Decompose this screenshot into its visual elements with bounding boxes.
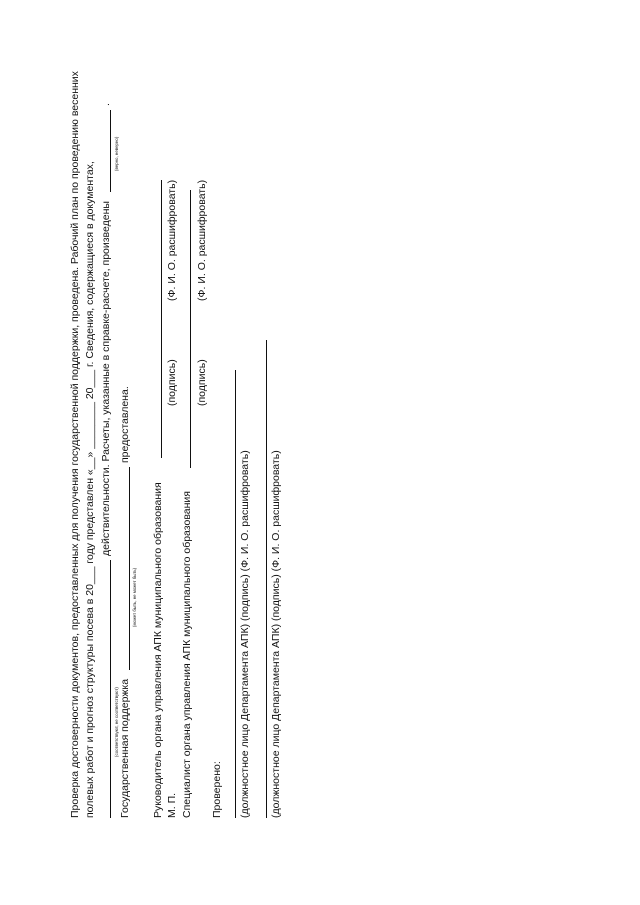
official-1-caption: (должностное лицо Департамента АПК) (подпись) (Ф. И. О. расшифровать) [239, 450, 251, 818]
support-blank-line [129, 467, 130, 670]
support-note: (может быть, не может быть) [132, 567, 137, 627]
calculation-blank-line [110, 110, 111, 192]
specialist-name-caption: (Ф. И. О. расшифровать) [196, 179, 208, 301]
head-name-caption: (Ф. И. О. расшифровать) [166, 179, 178, 301]
checked-label: Проверено: [211, 761, 223, 818]
verification-paragraph-line-2: полевых работ и прогноз структуры посева в 20___ году представлен «__» ________ 20___ г. Сведения, содержащиеся в документах, [84, 161, 96, 818]
official-1-signature-line [235, 370, 236, 818]
specialist-signature-caption: (подпись) [196, 359, 208, 406]
stamp-label: М. П. [166, 792, 178, 818]
compliance-note: (соответствуют, не соответствуют) [114, 687, 119, 757]
official-2-caption: (должностное лицо Департамента АПК) (подпись) (Ф. И. О. расшифровать) [270, 450, 282, 818]
rotated-document-page [68, 58, 368, 818]
paragraph-line-3-text: действительности. Расчеты, указанные в справке-расчете, произведены [100, 201, 112, 556]
support-result-text: предоставлена. [119, 386, 131, 463]
support-label: Государственная поддержка [119, 678, 131, 818]
specialist-signature-line [190, 190, 191, 468]
compliance-blank-line [110, 560, 111, 818]
head-label: Руководитель органа управления АПК муниципального образования [152, 482, 164, 818]
head-signature-line [161, 180, 162, 458]
verification-paragraph-line-1: Проверка достоверности документов, предоставленных для получения государственной поддержки, проведена. Рабочий план по проведению весенних [69, 71, 81, 818]
paragraph-line-3-dot: . [100, 103, 112, 106]
head-signature-caption: (подпись) [166, 359, 178, 406]
calculation-note: (верно, неверно) [114, 136, 119, 171]
official-2-signature-line [266, 340, 267, 818]
specialist-label: Специалист органа управления АПК муниципального образования [181, 491, 193, 818]
